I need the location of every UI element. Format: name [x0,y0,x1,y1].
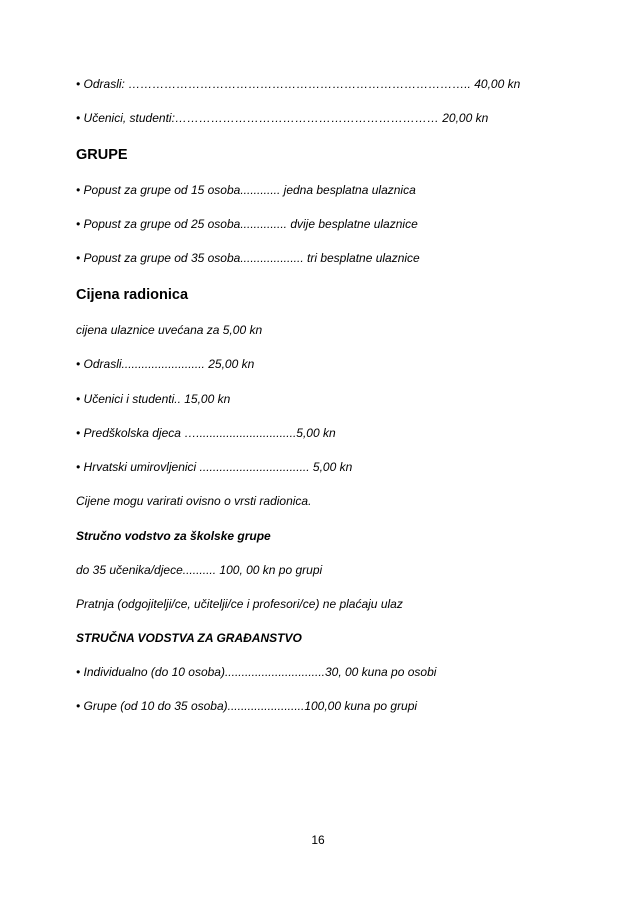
section-heading-public-guidance: STRUČNA VODSTVA ZA GRAĐANSTVO [76,631,302,645]
workshop-price-pensioners: • Hrvatski umirovljenici ................................. 5,00 kn [76,460,353,474]
workshop-note: cijena ulaznice uvećana za 5,00 kn [76,323,263,337]
group-discount-35: • Popust za grupe od 35 osoba................... tri besplatne ulaznice [76,251,420,265]
group-discount-15: • Popust za grupe od 15 osoba............ jedna besplatna ulaznica [76,183,416,197]
group-discount-25: • Popust za grupe od 25 osoba.............. dvije besplatne ulaznice [76,217,418,231]
public-guidance-groups: • Grupe (od 10 do 35 osoba).......................100,00 kuna po grupi [76,699,418,713]
section-heading-workshops: Cijena radionica [76,287,189,303]
school-guidance-price: do 35 učenika/djece.......... 100, 00 kn po grupi [76,563,323,577]
public-guidance-individual: • Individualno (do 10 osoba)..............................30, 00 kuna po osobi [76,665,437,679]
page-number: 16 [311,833,325,847]
price-students: • Učenici, studenti:………………………………………………………… 20,00 kn [76,111,489,125]
section-heading-groups: GRUPE [76,147,128,163]
section-heading-school-guidance: Stručno vodstvo za školske grupe [76,529,271,543]
escort-free-note: Pratnja (odgojitelji/ce, učitelji/ce i profesori/ce) ne plaćaju ulaz [76,597,403,611]
workshop-price-preschool: • Predškolska djeca …..............................5,00 kn [76,426,336,440]
workshop-footnote: Cijene mogu varirati ovisno o vrsti radionica. [76,494,312,508]
workshop-price-students: • Učenici i studenti.. 15,00 kn [76,392,231,406]
workshop-price-adults: • Odrasli......................... 25,00 kn [76,357,255,371]
price-adults: • Odrasli: ………………………………………………………………………….. 40,00 kn [76,77,521,91]
